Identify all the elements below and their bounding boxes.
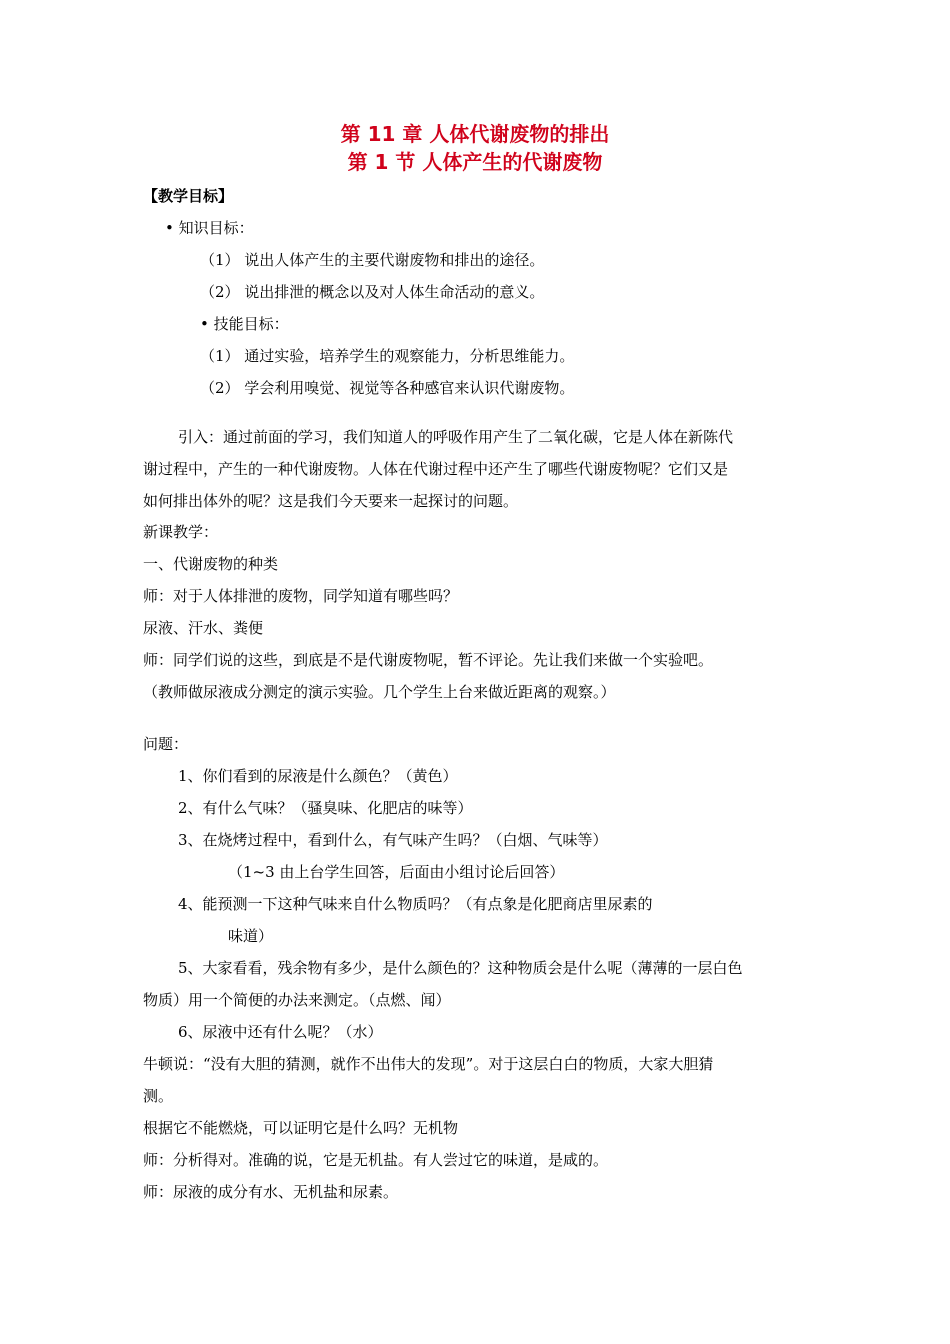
- questions-heading: 问题：: [143, 735, 189, 753]
- question-continuation: 味道）: [228, 927, 274, 945]
- question-note: （1~3 由上台学生回答，后面由小组讨论后回答）: [228, 863, 565, 881]
- chapter-title: 第 11 章 人体代谢废物的排出: [340, 122, 610, 146]
- skill-item: （2） 学会利用嗅觉、视觉等各种感官来认识代谢废物。: [200, 379, 575, 397]
- intro-line: 谢过程中，产生的一种代谢废物。人体在代谢过程中还产生了哪些代谢废物呢？它们又是: [143, 460, 729, 478]
- question-item: 2、有什么气味？（骚臭味、化肥店的味等）: [178, 799, 473, 817]
- intro-line: 引入：通过前面的学习，我们知道人的呼吸作用产生了二氧化碳，它是人体在新陈代: [178, 428, 734, 446]
- knowledge-item: （2） 说出排泄的概念以及对人体生命活动的意义。: [200, 283, 545, 301]
- question-item: 3、在烧烤过程中，看到什么，有气味产生吗？（白烟、气味等）: [178, 831, 608, 849]
- new-lesson-label: 新课教学：: [143, 523, 219, 541]
- question-item: 4、能预测一下这种气味来自什么物质吗？（有点象是化肥商店里尿素的: [178, 895, 653, 913]
- question-item: 1、你们看到的尿液是什么颜色？（黄色）: [178, 767, 458, 785]
- demo-note: （教师做尿液成分测定的演示实验。几个学生上台来做近距离的观察。）: [143, 683, 616, 701]
- answer-line: 尿液、汗水、粪便: [143, 619, 264, 637]
- section-title: 第 1 节 人体产生的代谢废物: [347, 150, 603, 174]
- newton-quote: 牛顿说：“没有大胆的猜测，就作不出伟大的发现”。对于这层白白的物质，大家大胆猜: [143, 1055, 714, 1073]
- skill-heading: • 技能目标：: [200, 315, 289, 333]
- question-continuation: 物质）用一个简便的办法来测定。（点燃、闻）: [143, 991, 451, 1009]
- question-item: 5、大家看看，残余物有多少，是什么颜色的？这种物质会是什么呢（薄薄的一层白色: [178, 959, 743, 977]
- teacher-line: 师：分析得对。准确的说，它是无机盐。有人尝过它的味道，是咸的。: [143, 1151, 609, 1169]
- objectives-heading: 【教学目标】: [143, 187, 234, 205]
- section-heading: 一、代谢废物的种类: [143, 555, 279, 573]
- knowledge-item: （1） 说出人体产生的主要代谢废物和排出的途径。: [200, 251, 545, 269]
- teacher-line: 师：同学们说的这些，到底是不是代谢废物呢，暂不评论。先让我们来做一个实验吧。: [143, 651, 714, 669]
- skill-item: （1） 通过实验，培养学生的观察能力，分析思维能力。: [200, 347, 575, 365]
- question-item: 6、尿液中还有什么呢？（水）: [178, 1023, 383, 1041]
- knowledge-heading: • 知识目标：: [165, 219, 254, 237]
- newton-quote-cont: 测。: [143, 1087, 174, 1105]
- intro-line: 如何排出体外的呢？这是我们今天要来一起探讨的问题。: [143, 492, 519, 510]
- inorganic-line: 根据它不能燃烧，可以证明它是什么吗？无机物: [143, 1119, 459, 1137]
- teacher-line: 师：尿液的成分有水、无机盐和尿素。: [143, 1183, 399, 1201]
- teacher-line: 师：对于人体排泄的废物，同学知道有哪些吗？: [143, 587, 459, 605]
